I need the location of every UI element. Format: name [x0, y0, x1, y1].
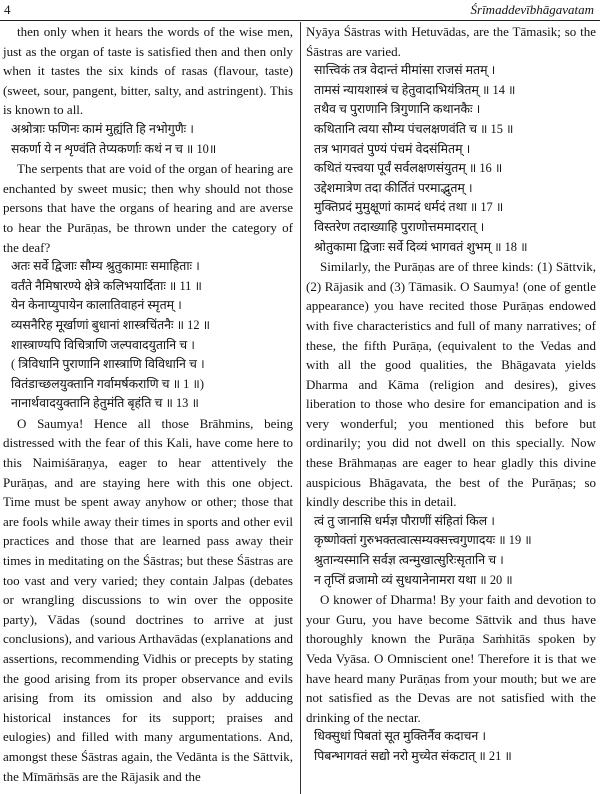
paragraph: O Saumya! Hence all those Brāhmins, being distressed with the fear of this Kali, have come here to this Naimiśāraṇya, eager to hear attentively the Purāṇas, and are staying here with this one object. Time must be spent away anyhow or other; those that are fools while away their times in sports and other evil practices and those that are learned pass away their times in meditating on the Śāstras; but these Śāstras are too vast and very varied; they contain Jalpas (debates or wrangling discussions to win over the opposite party), Vādas (sound doctrines to arrive at just conclusions), and various Arthavādas (explanations and assertions, recommending Vidhis or precepts by stating the good arising from its proper observance and evils arising from its omission and also by adducing historical instances for its support; praises and eulogies) and filled with many argumentations. And, amongst these Śāstras again, the Vedānta is the Sāttvik, the Mīmāṁsās are the Rājasik and the — [3, 415, 293, 784]
sanskrit-verse-line: सकर्णा ये न शृण्वंति तेप्यकर्णाः कथं न च ॥ 10॥ — [11, 141, 217, 156]
right-column — [306, 22, 596, 767]
sanskrit-verse-line: न तृप्तिं व्रजामो व्यं सुधयानेनामरा यथा ॥ 20 ॥ — [314, 572, 513, 587]
paragraph: O knower of Dharma! By your faith and devotion to your Guru, you have become Sāttvik and thus have thoroughly known the Purāṇa Saṁhitās spoken by Veda Vyāsa. O Omniscient one! Therefore it is that we have heard many Purāṇas from your mouth; but we are not satisfied as the Devas are not satisfied with the drinking of the nectar. — [306, 592, 596, 725]
sanskrit-verse-line: वर्तंते नैमिषारण्ये क्षेत्रे कलिभयार्दिताः ॥ 11 ॥ — [11, 278, 202, 293]
sanskrit-verse-line: येन केनाप्युपायेन कालातिवाहनं स्मृतम् । — [11, 298, 182, 313]
sanskrit-verse-line: विस्तरेण तदाख्याहि पुराणोत्तममादरात् । — [314, 219, 485, 234]
page-header — [0, 0, 600, 21]
sanskrit-verse-line: अतः सर्वे द्विजाः सौम्य श्रुतुकामाः समाहिताः । — [11, 259, 200, 274]
column-divider — [300, 22, 301, 794]
sanskrit-verse-line: श्रोतुकामा द्विजाः सर्वे दिव्यं भागवतं शुभम् ॥ 18 ॥ — [314, 239, 528, 254]
sanskrit-verse-line: श्रुतान्यस्मानि सर्वज्ञ त्वन्मुखात्सुरिःसृतानि च । — [314, 553, 504, 568]
sanskrit-verse-line: तथैव च पुराणानि त्रिगुणानि कथानकैः । — [314, 102, 481, 117]
sanskrit-verse-line: नानार्थवादयुक्तानि हेतुमंति बृहंति च ॥ 13 ॥ — [11, 396, 199, 411]
sanskrit-verse-line: तामसं न्यायशास्त्रं च हेतुवादाभियंत्रितम् ॥ 14 ॥ — [314, 82, 516, 97]
sanskrit-verse-line: व्यसनैरिह मूर्खाणां बुधानां शास्त्रचिंतनैः ॥ 12 ॥ — [11, 317, 211, 332]
sanskrit-verse-line: कृष्णोक्तां गुरुभक्तत्वात्सम्यक्सत्त्वगुणादयः ॥ 19 ॥ — [314, 533, 532, 548]
sanskrit-verse-line: कथितानि त्वया सौम्य पंचलक्षणवंति च ॥ 15 ॥ — [314, 121, 514, 136]
sanskrit-verse-line: शास्त्राण्यपि विचित्राणि जल्पवादयुतानि च । — [11, 337, 195, 352]
paragraph: then only when it hears the words of the wise men, just as the organ of taste is satisfied then and then only when it tastes the six kinds of rasas (flavour, taste) (sweet, sour, pangent, bitter, salty, and astringent). This is known to all. — [3, 24, 293, 118]
sanskrit-verse-line: त्वं तु जानासि धर्मज्ञ पौराणीं संहितां किल । — [314, 513, 495, 528]
sanskrit-verse-line: पिबन्भागवतं सद्यो नरो मुच्येत संकटात् ॥ 21 ॥ — [314, 748, 512, 763]
paragraph: Nyāya Śāstras with Hetuvādas, are the Tāmasik; so the Śāstras are varied. — [306, 24, 596, 59]
sanskrit-verse-line: ( त्रिविधानि पुराणानि शास्त्राणि विविधानि च । — [11, 357, 205, 372]
left-column — [3, 22, 293, 786]
sanskrit-verse-line: अश्रोत्राः फणिनः कामं मुह्यंति हि नभोगुणैः । — [11, 121, 194, 136]
paragraph: The serpents that are void of the organ of hearing are enchanted by sweet music; then why should not those persons that have the organs of hearing and are averse to hear the Purāṇas, be thrown under the category of the deaf? — [3, 161, 293, 255]
sanskrit-verse-line: मुक्तिप्रदं मुमुक्षूणां कामदं धर्मदं तथा ॥ 17 ॥ — [314, 200, 504, 215]
running-title: Śrīmaddevībhāgavatam — [470, 2, 594, 17]
sanskrit-verse-line: वितंडाच्छलयुक्तानि गर्वामर्षकराणि च ॥ 1 ॥) — [11, 376, 204, 391]
sanskrit-verse-line: तत्र भागवतं पुण्यं पंचमं वेदसंमितम् । — [314, 141, 471, 156]
sanskrit-verse-line: उद्देशमात्रेण तदा कीर्तितं परमाद्भुतम् । — [314, 180, 473, 195]
sanskrit-verse-line: कथितं यत्त्वया पूर्वं सर्वलक्षणसंयुतम् ॥ 16 ॥ — [314, 161, 503, 176]
sanskrit-verse-line: धिक्सुधां पिबतां सूत मुक्तिर्नैव कदाचन । — [314, 729, 487, 744]
sanskrit-verse-line: सात्त्विकं तत्र वेदान्तं मीमांसा राजसं मतम् । — [314, 63, 496, 78]
paragraph: Similarly, the Purāṇas are of three kinds: (1) Sāttvik, (2) Rājasik and (3) Tāmasik. O Saumya! (one of gentle appearance) you have recited those Purāṇas endowed with five characteristics and full of many narratives; of these, the fifth Purāṇa, (equivalent to the Vedas and with all the good qualities, the Bhāgavata yields Dharma and Kāma (religion and desires), gives liberation to those who desire for emancipation and is very wonderful; you mentioned this before but ordinarily; you did not dwell on this specially. Now these Brāhmaṇas are eager to hear gladly this divine auspicious Bhāgavata, the best of the Purāṇas; so kindly describe this in detail. — [306, 259, 596, 510]
page-number: 4 — [4, 2, 11, 17]
